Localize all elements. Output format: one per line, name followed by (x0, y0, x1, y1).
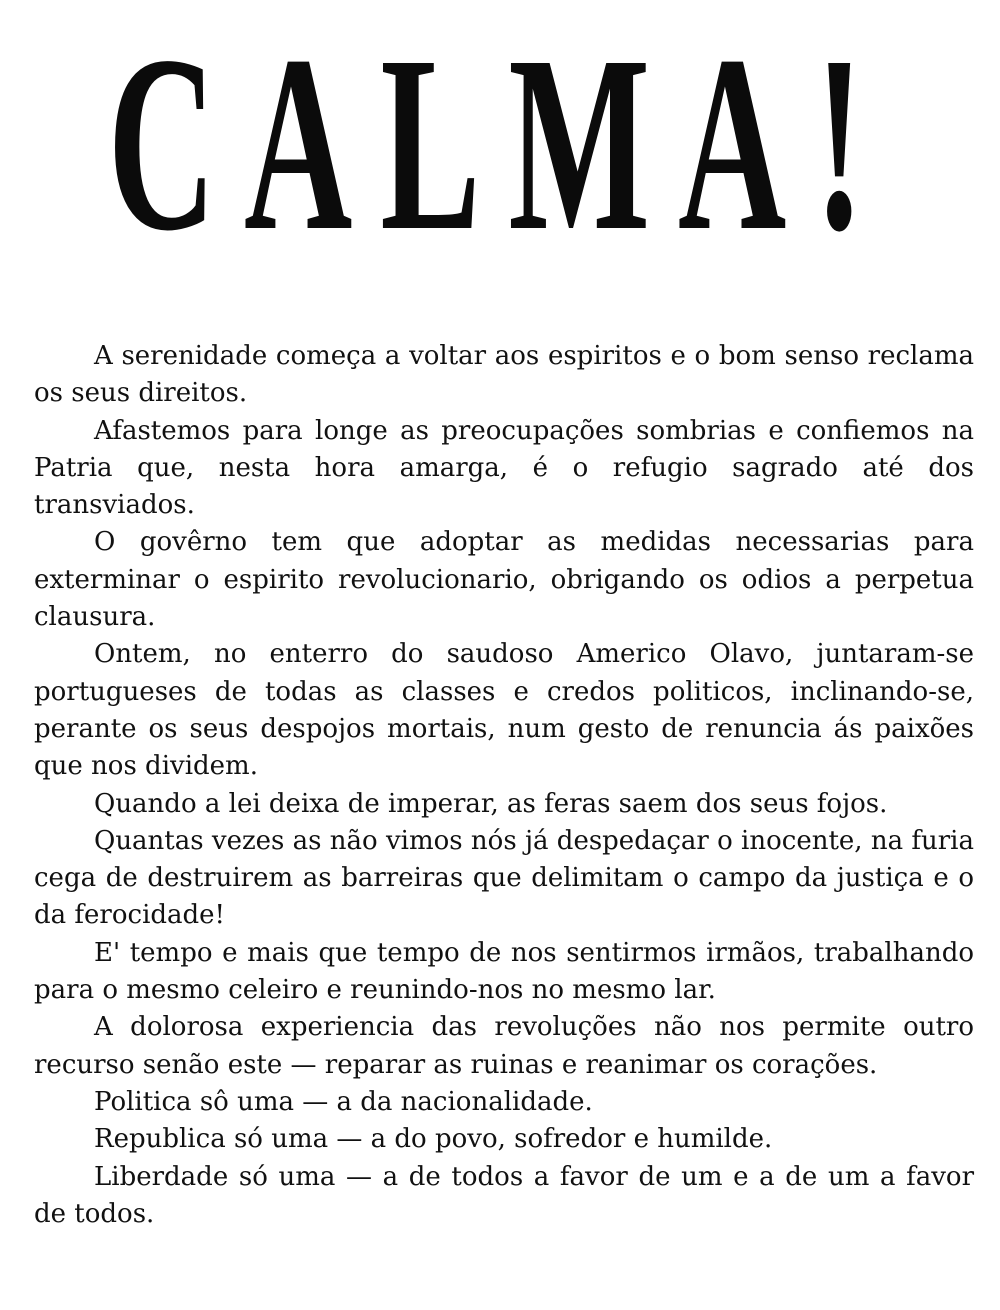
paragraph: Ontem, no enterro do saudoso Americo Olavo, juntaram-se portugueses de todas as classes e credos politicos, inclinando-se, perante os seus despojos mortais, num gesto de renuncia ás paixões que nos dividem. (34, 639, 974, 782)
page-title: CALMA! (107, 4, 893, 284)
paragraph: Politica sô uma — a da nacionalidade. (94, 1086, 593, 1117)
paragraph: Quando a lei deixa de imperar, as feras saem dos seus fojos. (94, 788, 888, 819)
paragraph: O govêrno tem que adoptar as medidas necessarias para exterminar o espirito revolucionario, obrigando os odios a perpetua clausura. (34, 527, 974, 633)
paragraph: Quantas vezes as não vimos nós já despedaçar o inocente, na furia cega de destruirem as barreiras que delimitam o campo da justiça e o da ferocidade! (34, 825, 974, 931)
article-body (34, 338, 974, 1233)
paragraph: E' tempo e mais que tempo de nos sentirmos irmãos, trabalhando para o mesmo celeiro e reunindo-nos no mesmo lar. (34, 937, 974, 1006)
paragraph: A serenidade começa a voltar aos espiritos e o bom senso reclama os seus direitos. (34, 341, 974, 409)
paragraph: Liberdade só uma — a de todos a favor de um e a de um a favor de todos. (34, 1161, 974, 1229)
paragraph: Republica só uma — a do povo, sofredor e humilde. (94, 1124, 773, 1155)
paragraph: A dolorosa experiencia das revoluções não nos permite outro recurso senão este — reparar as ruinas e reanimar os corações. (34, 1012, 974, 1080)
paragraph: Afastemos para longe as preocupações sombrias e confiemos na Patria que, nesta hora amarga, é o refugio sagrado até dos transviados. (34, 415, 974, 521)
